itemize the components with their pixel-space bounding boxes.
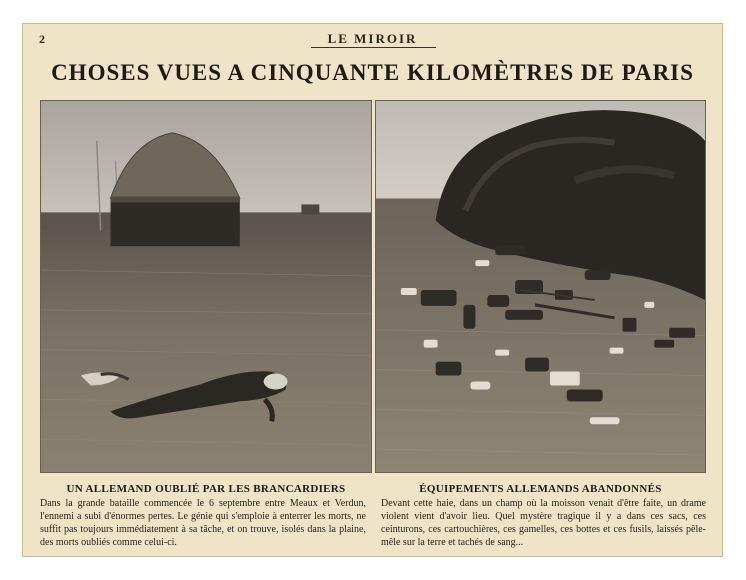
magazine-page	[22, 23, 723, 557]
caption-body-right: Devant cette haie, dans un champ où la moisson venait d'être faite, un drame violent vient d'avoir lieu. Quel mystère tragique il y a dans ces sacs, ces ceinturons, ces cartouchières, ces gamelles, ces bottes et ces fusils, laissés pêle-mêle sur la terre et tachés de sang...	[381, 498, 706, 548]
page-headline: CHOSES VUES A CINQUANTE KILOMÈTRES DE PARIS	[51, 60, 694, 85]
photo-fallen-soldier	[40, 100, 372, 473]
caption-body-left: Dans la grande bataille commencée le 6 septembre entre Meaux et Verdun, l'ennemi a subi d'énormes pertes. Le génie qui s'emploie à enterrer les morts, ne suffit pas toujours immédiatement à sa tâche, et on trouve, isolés dans la plaine, des morts oubliés comme celui-ci.	[40, 498, 366, 548]
masthead: LE MIROIR	[327, 31, 418, 46]
caption-title-right: ÉQUIPEMENTS ALLEMANDS ABANDONNÉS	[419, 483, 662, 495]
photo-abandoned-equipment	[375, 100, 706, 473]
masthead-rule	[311, 47, 436, 48]
page-number: 2	[39, 32, 45, 46]
caption-title-left: UN ALLEMAND OUBLIÉ PAR LES BRANCARDIERS	[66, 483, 346, 495]
